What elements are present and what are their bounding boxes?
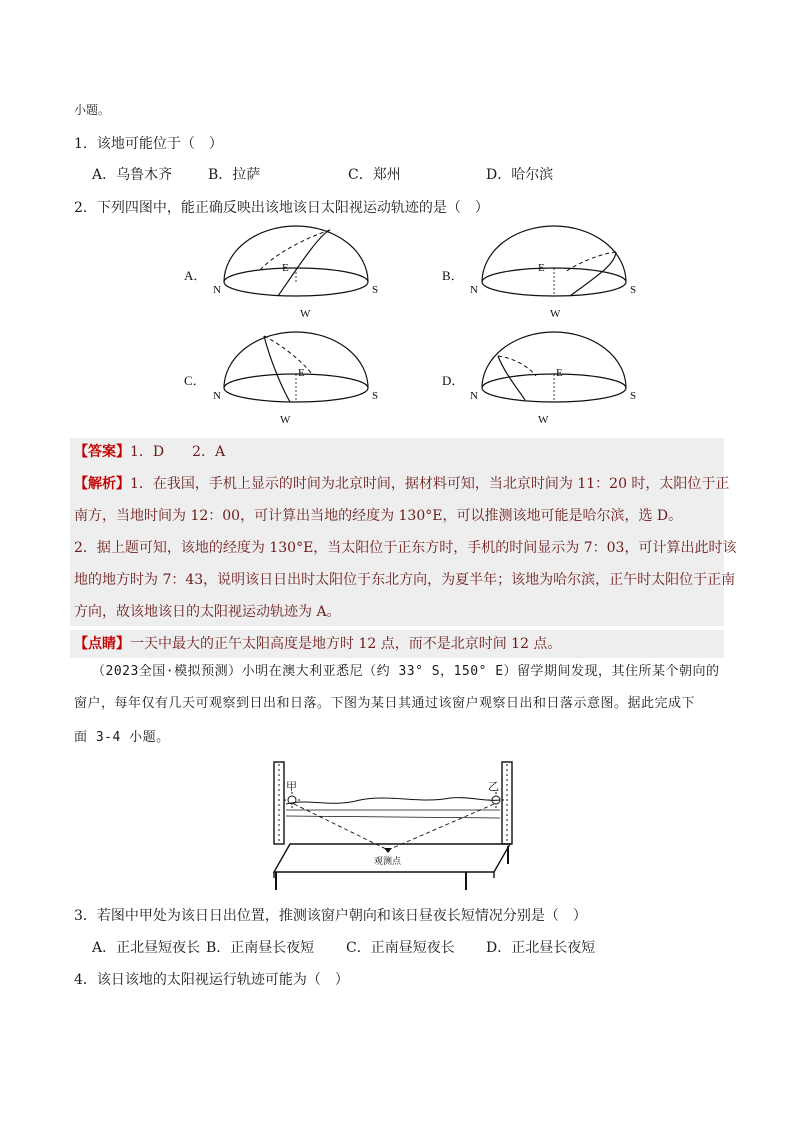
answer-text: 1．D 2．A [130, 444, 226, 460]
analysis-tag: 【解析】 [74, 476, 130, 492]
passage-line-1: （2023全国·模拟预测）小明在澳大利亚悉尼（约 33° S，150° E）留学期间发现，其住所某个朝向的 [92, 664, 720, 679]
q3-option-b[interactable]: B．正南昼长夜短 [206, 940, 315, 956]
dir-e-c: E [298, 367, 305, 379]
dir-n-d: N [470, 390, 478, 402]
figure-label-b: B． [442, 268, 464, 283]
q3-option-c[interactable]: C．正南昼短夜长 [346, 940, 455, 956]
q1-option-d[interactable]: D．哈尔滨 [486, 167, 554, 183]
figure-label-a: A． [184, 268, 207, 283]
tip-line [74, 634, 561, 654]
q1-option-c[interactable]: C．郑州 [348, 167, 401, 183]
dir-w-a: W [300, 308, 311, 320]
answer-analysis-block [70, 438, 737, 626]
dir-s-d: S [630, 390, 637, 402]
dir-s-a: S [372, 284, 379, 296]
label-jia: 甲 [286, 781, 297, 793]
q1-option-a[interactable]: A．乌鲁木齐 [92, 167, 173, 183]
dir-n-a: N [213, 284, 221, 296]
q1-option-b[interactable]: B．拉萨 [208, 167, 261, 183]
q3-option-d[interactable]: D．正北昼长夜短 [486, 940, 596, 956]
dir-n-c: N [213, 390, 221, 402]
tip-block [70, 630, 724, 658]
q2-dome-figures [180, 224, 640, 430]
window-observation-figure [270, 760, 514, 892]
dome-figure-c[interactable] [184, 332, 378, 426]
passage-line-2: 窗户，每年仅有几天可观察到日出和日落。下图为某日其通过该窗户观察日出和日落示意图。据此完成下 [74, 696, 696, 711]
dome-figure-b[interactable] [442, 226, 636, 320]
header-fragment: 小题。 [74, 103, 111, 117]
dir-w-b: W [550, 308, 561, 320]
q3-stem: 3．若图中甲处为该日日出位置，推测该窗户朝向和该日昼夜长短情况分别是（ ） [74, 908, 587, 924]
analysis-text-1: 1．在我国，手机上显示的时间为北京时间，据材料可知，当北京时间为 11：20 时，太阳位于正 [130, 476, 730, 492]
analysis-line-3: 2．据上题可知，该地的经度为 130°E，当太阳位于正东方时，手机的时间显示为 7：03，可计算出此时该 [74, 540, 737, 556]
answer-tag: 【答案】 [74, 444, 130, 460]
dir-e-b: E [538, 262, 545, 274]
dome-figure-d[interactable] [442, 332, 636, 426]
dir-w-d: W [538, 414, 549, 426]
analysis-line-4: 地的地方时为 7：43，说明该日日出时太阳位于东北方向，为夏半年；该地为哈尔滨，正午时太阳位于正南 [74, 572, 736, 588]
tip-tag: 【点睛】 [74, 636, 130, 652]
passage-line-3: 面 3-4 小题。 [74, 730, 170, 745]
q1-stem: 1．该地可能位于（ ） [74, 136, 223, 152]
dir-s-c: S [372, 390, 379, 402]
dir-n-b: N [470, 284, 478, 296]
dir-e-a: E [282, 262, 289, 274]
analysis-line-2: 南方，当地时间为 12：00，可计算出当地的经度为 130°E，可以推测该地可能是哈尔滨，选 D。 [74, 508, 683, 524]
figure-label-c: C． [184, 373, 206, 388]
label-observation-point: 观测点 [374, 856, 402, 866]
q4-stem: 4．该日该地的太阳视运行轨迹可能为（ ） [74, 972, 349, 988]
dome-figure-a[interactable] [184, 226, 378, 320]
analysis-line-5: 方向，故该地该日的太阳视运动轨迹为 A。 [74, 604, 341, 620]
q3-option-a[interactable]: A．正北昼短夜长 [92, 940, 201, 956]
dir-s-b: S [630, 284, 637, 296]
answer-line [74, 442, 225, 462]
dir-e-d: E [556, 367, 563, 379]
dir-w-c: W [280, 414, 291, 426]
figure-label-d: D． [442, 373, 465, 388]
label-yi: 乙 [488, 781, 499, 793]
tip-text: 一天中最大的正午太阳高度是地方时 12 点，而不是北京时间 12 点。 [130, 636, 562, 652]
q2-stem: 2．下列四图中，能正确反映出该地该日太阳视运动轨迹的是（ ） [74, 200, 489, 216]
analysis-line-1 [74, 474, 729, 494]
